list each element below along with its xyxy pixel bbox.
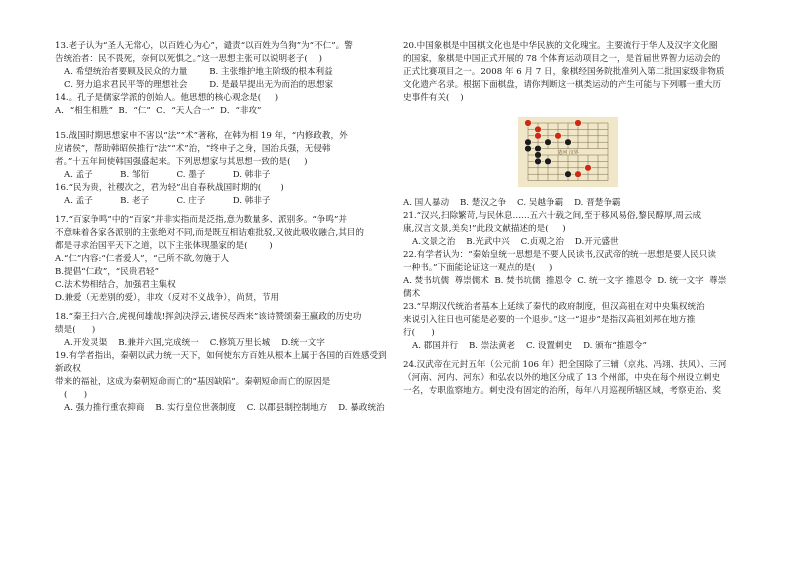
answer-option-b: B.提倡“仁政”，“民贵君轻” xyxy=(55,267,159,277)
question-14 xyxy=(55,92,390,118)
black-chess-piece xyxy=(535,152,542,159)
black-chess-piece xyxy=(565,139,572,146)
question-text: 文化遗产名录。根据下面棋盘，请你判断这一棋类运动的产生可能与下列哪一重大历 xyxy=(403,80,721,90)
question-23 xyxy=(403,301,748,353)
right-column xyxy=(403,40,748,398)
question-text: 者。”十五年间使韩国强盛起来。下列思想家与其思想一致的是( ) xyxy=(55,157,308,167)
question-text: 17.“百家争鸣”中的“百家”并非实指而是泛指,意为数量多、派别多。“争鸣”并 xyxy=(55,215,347,225)
answer-options: A.开发灵渠 B.兼并六国,完成统一 C.修筑万里长城 D.统一文字 xyxy=(64,338,325,348)
question-text: 24.汉武帝在元封五年（公元前 106 年）把全国除了三辅（京兆、冯翊、扶风）、三河 xyxy=(403,360,727,370)
answer-options: A.文景之治 B.光武中兴 C.贞观之治 D.开元盛世 xyxy=(412,237,619,247)
question-text: 史事件有关( ) xyxy=(403,93,464,103)
red-chess-piece xyxy=(535,126,542,133)
question-text: 绩是( ) xyxy=(55,325,96,335)
black-chess-piece xyxy=(545,139,552,146)
answer-options: A. 孟子 B. 老子 C. 庄子 D. 韩非子 xyxy=(64,196,271,206)
answer-options: A. 焚书坑儒 尊崇儒术 B. 焚书坑儒 推恩令 C. 统一文字 推恩令 D. 统一文字 尊崇 xyxy=(403,276,727,286)
question-text: 带来的福祉，这成为秦朝短命而亡的“基因缺陷”。秦朝短命而亡的原因是 xyxy=(55,377,331,387)
question-22 xyxy=(403,249,748,301)
red-chess-piece xyxy=(535,132,542,139)
answer-options: 儒术 xyxy=(403,289,421,299)
question-text: 19.有学者指出，秦朝以武力统一天下，如何使东方百姓从根本上属于各国的百姓感受到新政权 xyxy=(55,351,387,374)
question-text: 22.有学者认为：“秦始皇统一思想是不要人民读书,汉武帝的统一思想是要人民只读 xyxy=(403,250,716,260)
red-chess-piece xyxy=(525,120,532,127)
question-13 xyxy=(55,40,390,92)
question-text: 15.战国时期思想家申不害以“法”“术”著称，在韩为相 19 年，“内修政教，外 xyxy=(55,131,348,141)
black-chess-piece xyxy=(565,171,572,178)
answer-options: A．“相生相胜” B．“仁” C．“天人合一” D．“非攻” xyxy=(55,106,262,116)
question-text: 都是寻求治国平天下之道，以下主张体现墨家的是( ) xyxy=(55,241,273,251)
question-text: 告统治者：民不畏死，奈何以死惧之。”这一思想主张可以说明老子( ) xyxy=(55,54,322,64)
question-text: 来说引入往日也可能是必要的一个退步。”这一“退步”是指汉高祖刘邦在地方推 xyxy=(403,315,696,325)
question-text: 康,汉言文景,美矣!”此段文献描述的是( ) xyxy=(403,224,566,234)
black-chess-piece xyxy=(545,158,552,165)
question-text: 的国家，象棋是中国正式开展的 78 个体育运动项目之一，是首届世界智力运动会的 xyxy=(403,54,721,64)
answer-options: A. 孟子 B. 邹衍 C. 墨子 D. 韩非子 xyxy=(64,170,271,180)
answer-options: A. 国人暴动 B. 楚汉之争 C. 吴越争霸 D. 晋楚争霸 xyxy=(403,198,621,208)
red-chess-piece xyxy=(585,164,592,171)
question-24 xyxy=(403,359,748,398)
red-chess-piece xyxy=(575,171,582,178)
question-text: （河南、河内、河东）和弘农以外的地区分成了 13 个州部，中央在每个州设立刺史 xyxy=(403,373,721,383)
chessboard-figure xyxy=(518,117,618,187)
answer-options: C. 努力追求君民平等的理想社会 D. 是最早提出无为而治的思想家 xyxy=(64,80,334,90)
answer-options: A. 强力推行重农抑商 B. 实行皇位世袭制度 C. 以郡县制控制地方 D. 暴政统治 xyxy=(64,403,385,413)
black-chess-piece xyxy=(525,139,532,146)
black-chess-piece xyxy=(535,145,542,152)
question-17 xyxy=(55,214,390,305)
question-text: 14.。孔子是儒家学派的创始人。他思想的核心观念是( ) xyxy=(55,93,279,103)
question-text: 应诸侯”，帮助韩昭侯推行“法”“术”治，“终申子之身，国治兵强，无侵韩 xyxy=(55,144,331,154)
answer-options: A. 郡国并行 B. 崇法黄老 C. 设置刺史 D. 颁布“推恩令” xyxy=(412,341,647,351)
river-label: 楚河 汉界 xyxy=(557,150,579,156)
red-chess-piece xyxy=(555,132,562,139)
question-21 xyxy=(403,210,748,249)
chessboard-image xyxy=(518,117,618,187)
question-text: 21.“汉兴,扫除繁苛,与民休息……五六十载之间,至于移风易俗,黎民醇厚,周云成 xyxy=(403,211,702,221)
question-16 xyxy=(55,182,390,208)
question-text: 不意味着各家各派别的主张绝对不同,而是既互相诘难批驳,又彼此吸收融合,其目的 xyxy=(55,228,364,238)
answer-option-c: C.法术势相结合，加强君主集权 xyxy=(55,280,176,290)
question-text: ( ) xyxy=(64,390,88,400)
red-chess-piece xyxy=(575,120,582,127)
question-text: 正式比赛项目之一。2008 年 6 月 7 日，象棋经国务院批准列入第二批国家级非物质 xyxy=(403,67,725,77)
question-text: 13.老子认为“圣人无常心，以百姓心为心”，谴责“以百姓为刍狗”为“不仁”。警 xyxy=(55,41,353,51)
question-19 xyxy=(55,350,390,415)
question-text: 一名，专职监察地方。刺史没有固定的治所，每年八月巡视所辖区域，考察吏治、奖 xyxy=(403,386,721,396)
question-15 xyxy=(55,130,390,182)
left-column xyxy=(55,40,390,415)
question-text: 一种书。”下面能论证这一观点的是( ) xyxy=(403,263,553,273)
black-chess-piece xyxy=(525,145,532,152)
black-chess-piece xyxy=(535,158,542,165)
question-20 xyxy=(403,40,748,210)
question-text: 行( ) xyxy=(403,328,435,338)
question-text: 16.“民为贵，社稷次之，君为轻”出自春秋战国时期的( ) xyxy=(55,183,284,193)
answer-option-d: D.兼爱（无差别的爱），非攻（反对不义战争），尚贤，节用 xyxy=(55,293,280,303)
question-text: 20.中国象棋是中国棋文化也是中华民族的文化瑰宝。主要流行于华人及汉字文化圈 xyxy=(403,41,718,51)
question-text: 18.“秦王扫六合,虎视何雄哉!挥剑决浮云,诸侯尽西来”该诗赞颂秦王嬴政的历史功 xyxy=(55,312,362,322)
question-18 xyxy=(55,311,390,350)
answer-options: A. 希望统治者要顾及民众的力量 B. 主张维护地主阶级的根本利益 xyxy=(64,67,333,77)
answer-option-a: A.“仁”内容:“仁者爱人”，“己所不欲,勿施于人 xyxy=(55,254,230,264)
question-text: 23.“早期汉代统治者基本上延续了秦代的政府制度，但汉高祖在对中央集权统治 xyxy=(403,302,705,312)
